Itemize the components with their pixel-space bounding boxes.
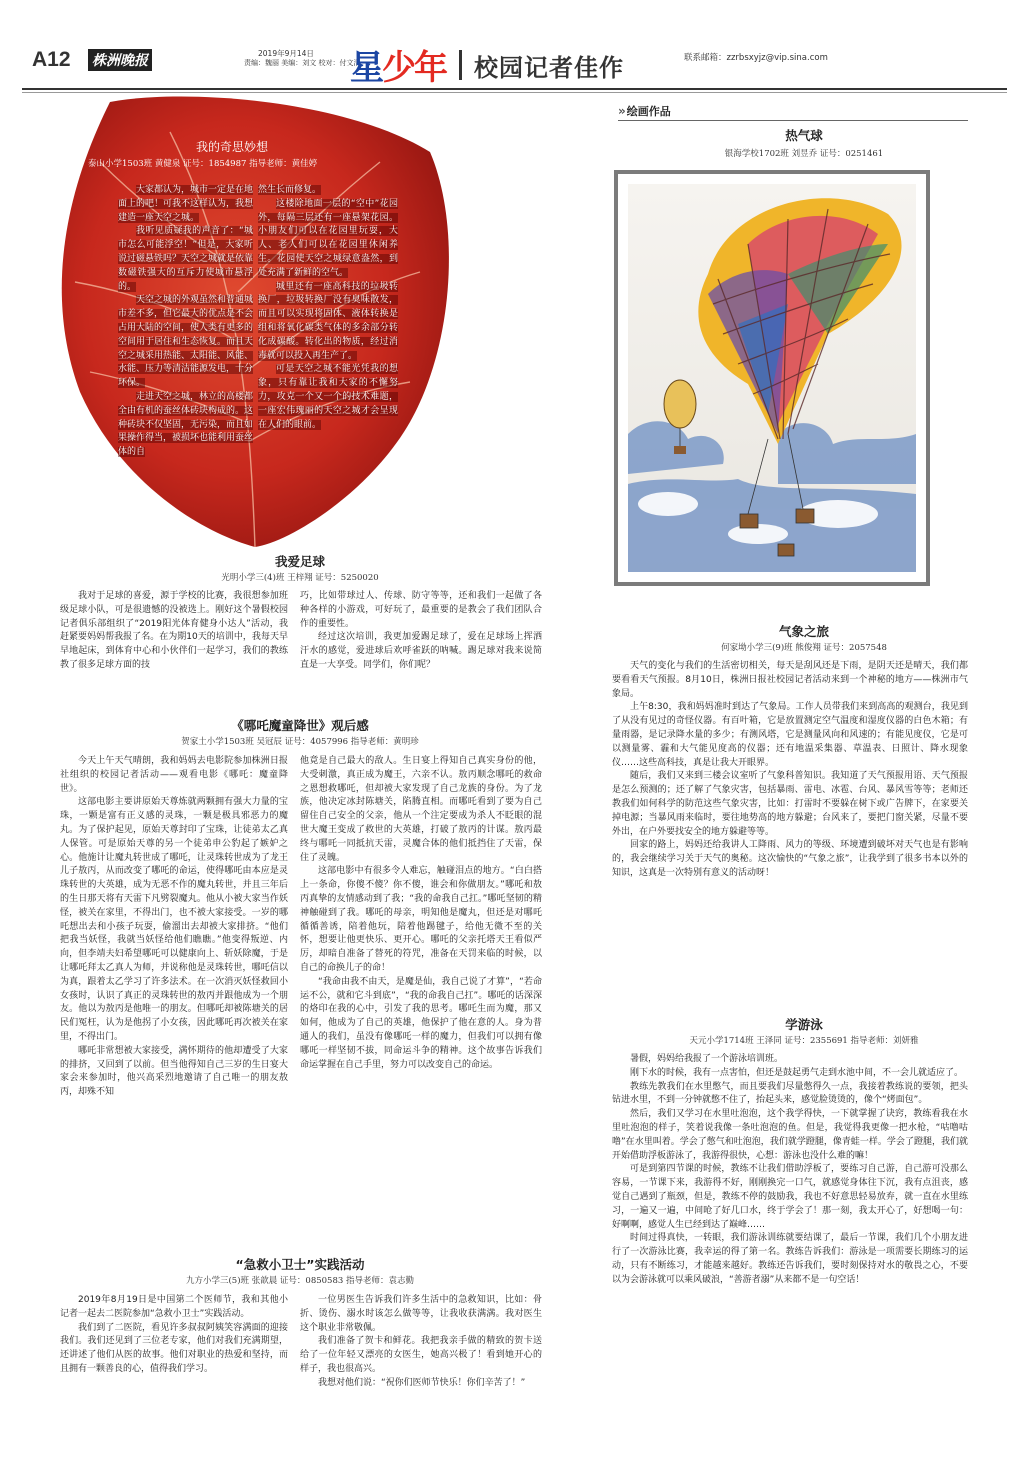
article-paragraph: 今天上午天气晴朗，我和妈妈去电影院参加株洲日报社组织的校园记者活动——观看电影《哪吒：魔童降世》。 xyxy=(60,756,288,794)
article-paragraph: 我对于足球的喜爱，源于学校的比赛，我很想参加班级足球小队，可是很遗憾的没被选上。刚好这个暑假校园记者俱乐部组织了“2019阳光体育健身小达人”活动，我赶紧要妈妈帮我报了名。在为期10天的培训中，我每天早早地起床，到体育中心和小伙伴们一起学习，我们的教练教了很多足球方面的技 xyxy=(60,591,288,670)
article-paragraph: “我命由我不由天，是魔是仙，我自己说了才算”，“若命运不公，就和它斗到底”，“我的命我自己扛”。哪吒的话深深的烙印在我的心中，引发了我的思考。哪吒生而为魔，那又如何，他成为了自己的英雄，他保护了他在意的人。身为普通人的我们，虽没有像哪吒一样的魔力，但我们可以拥有像哪吒一样坚韧不拔，同命运斗争的精神。这个故事告诉我们命运掌握在自己手里，努力可以改变自己的命运。 xyxy=(300,976,542,1070)
section-title: 校园记者佳作 xyxy=(474,54,624,82)
leaf-right-column xyxy=(258,184,398,432)
editor-credits: 责编：魏丽 美编：刘文 校对：付文清 xyxy=(244,59,361,67)
soccer-right-column xyxy=(300,590,542,673)
article-paragraph: 我们到了二医院，看见许多叔叔阿姨笑容满面的迎接我们。我们还见到了三位老专家，他们对我们充满期望，还讲述了他们从医的故事。他们对职业的热爱和坚持，而且拥有一颗善良的心，值得我们学习。 xyxy=(60,1322,288,1374)
painting-frame xyxy=(614,170,930,586)
article-paragraph: 随后，我们又来到三楼会议室听了气象科普知识。我知道了天气预报用语、天气预报是怎么预测的；还了解了气象灾害，包括暴雨、雷电、冰雹、台风、暴风雪等等；老师还教我们如何科学的防范这些气象灾害，比如：打雷时不要躲在树下或广告牌下，在家要关掉电源；当暴风雨来临时，要往地势高的地方躲避；台风来了，要把门窗关紧，尽量不要外出，在户外要找安全的地方躲避等等。 xyxy=(612,771,968,837)
article-paragraph: 天气的变化与我们的生活密切相关，每天是刮风还是下雨，是阴天还是晴天，我们都要看看天气预报。8月10日，株洲日报社校园记者活动来到一个神秘的地方——株洲市气象局。 xyxy=(612,661,968,699)
brand-char-1: 星 xyxy=(350,48,382,88)
soccer-article-title: 我爱足球 xyxy=(274,554,325,569)
leaf-left-column xyxy=(118,184,253,460)
page-number: A12 xyxy=(32,48,71,71)
weather-article-title: 气象之旅 xyxy=(778,624,829,639)
leaf-paragraph: 我听见质疑我的声音了：“城市怎么可能浮空！”但是，大家听说过磁悬铁吗？天空之城就是依靠数磁铁强大的互斥力使城市悬浮的。 xyxy=(118,226,254,292)
header-divider xyxy=(459,50,462,80)
article-paragraph: 可是到第四节课的时候，教练不让我们借助浮板了，要练习自己游，自己游可没那么容易，一节课下来，我游得不好，刚刚换完一口气，就感觉身体往下沉，我有点沮丧，感觉自己遇到了瓶颈，但是，教练不停的鼓励我，我也不好意思轻易放弃，就一直在水里练习，一遍又一遍，中间呛了好几口水，终于学会了！那一刻，我太开心了，好想喝一句：好啊啊，感觉人生已经到达了巅峰…… xyxy=(612,1164,968,1230)
leaf-paragraph: 这楼除地面一层的“空中”花园外，每隔三层还有一座悬架花园。小朋友们可以在花园里玩耍，大人、老人们可以在花园里休闲养生。花园使天空之城绿意盎然，到处充满了新鲜的空气。 xyxy=(258,198,398,278)
firstaid-right-column xyxy=(300,1294,542,1391)
painting-section-label xyxy=(618,103,671,119)
firstaid-article-title: “急救小卫士”实践活动 xyxy=(235,1257,365,1272)
swim-article-title: 学游泳 xyxy=(785,1017,823,1032)
nezha-article-title: 《哪吒魔童降世》观后感 xyxy=(231,718,369,733)
section-brand-logo xyxy=(350,40,446,89)
header-rule xyxy=(22,88,1007,90)
brand-char-2: 少年 xyxy=(382,48,446,88)
leaf-paragraph: 然生长而修复。 xyxy=(258,185,322,195)
contact-email: 联系邮箱：zzrbsxyjz@vip.sina.com xyxy=(684,53,828,63)
nezha-right-column xyxy=(300,755,542,1072)
article-paragraph: 暑假，妈妈给我报了一个游泳培训班。 xyxy=(630,1054,784,1064)
article-paragraph: 巧，比如带球过人、传球、防守等等，还和我们一起做了各种各样的小游戏，可好玩了，最重要的是教会了我们团队合作的重要性。 xyxy=(300,591,542,629)
leaf-paragraph: 大家都认为，城市一定是在地面上的吧！可我不这样认为，我想建造一座天空之城。 xyxy=(118,185,254,223)
issue-date: 2019年9月14日 xyxy=(258,49,314,58)
article-paragraph: 我想对他们说：“祝你们医师节快乐！你们辛苦了！” xyxy=(318,1377,526,1388)
article-paragraph: 这部电影主要讲原始天尊炼就两颗拥有强大力量的宝珠，一颗是富有正义感的灵珠，一颗是极具邪恶力的魔丸。为了保护起见，原始天尊封印了宝珠，让徒弟太乙真人保管。可是原始天尊的另一个徒弟申公豹起了嫉妒之心。他施计让魔丸转世成了哪吒，让灵珠转世成为了龙王儿子敖丙，从而改变了哪吒的命运，使得哪吒由本应是灵珠转世的大英雄，成为无恶不作的魔丸转世，并且三年后的生日那天将有天雷下凡劈裂魔丸。他从小被大家当作妖怪，被关在家里，不得出门，也不被大家接受。一岁的哪吒想出去和小孩子玩耍，偷溜出去却被大家排挤。“他们把我当妖怪，我就当妖怪给他们瞧瞧。”他变得叛逆、内向，但李靖夫妇希望哪吒可以健康向上、斩妖除魔，于是让哪吒拜太乙真人为师，并说称他是灵珠转世，哪吒信以为真，跟着太乙学习了许多法术。在一次消灭妖怪救回小女孩时，认识了真正的灵珠转世的敖丙并跟他成为一个朋友。他以为敖丙是他唯一的朋友。但哪吒却被陈塘关的居民们冤枉，认为是他拐了小女孩，因此哪吒再次被关在家里，不得出门。 xyxy=(60,797,288,1042)
leaf-article xyxy=(50,92,460,552)
article-paragraph: 时间过得真快，一转眼，我们游泳训练就要结课了，最后一节课，我们几个小朋友进行了一次游泳比赛，我幸运的得了第一名。教练告诉我们：游泳是一项需要长期练习的运动，只有不断练习，才能越来越好。教练还告诉我们，要时刻保持对水的敬畏之心，不要以为会游泳就可以乘风破浪，“善游者溺”从来都不是一句空话！ xyxy=(612,1233,968,1285)
nezha-left-column xyxy=(60,755,288,1100)
article-paragraph: 然后，我们又学习在水里吐泡泡，这个我学得快，一下就掌握了诀窍，教练看我在水里吐泡泡的样子，笑着说我像一条吐泡泡的鱼。但是，我觉得我更像一把水枪，“咕噜咕噜”在水里叫着。学会了憋气和吐泡泡，我们就学蹬腿，像青蛙一样。学会了蹬腿，我们就开始借助浮板游泳了，我游得很快，心想：游泳也没什么难的嘛！ xyxy=(612,1109,968,1161)
weather-article-body xyxy=(612,660,968,881)
painting-label-text: 绘画作品 xyxy=(626,105,671,118)
newspaper-logo: 株洲晚报 xyxy=(88,49,152,71)
leaf-paragraph: 城里还有一座高科技的垃圾转换厂，垃圾转换厂没有臭味散发，而且可以实现将固体、液体转换是组和将氧化碳类气体的多余部分转化成碳酸。转化出的物质，经过消毒就可以投入再生产了。 xyxy=(258,281,398,361)
article-paragraph: 我们准备了贺卡和鲜花。我把我亲手做的精致的贺卡送给了一位年轻又漂亮的女医生，她高兴极了！看到她开心的样子，我也很高兴。 xyxy=(300,1336,542,1374)
article-paragraph: 他竟是自己最大的敌人。生日宴上得知自己真实身份的他，大受刺激，真正成为魔王，六亲不认。敖丙顺念哪吒的救命之恩想救哪吒，但却被大家发现了自己龙族的身份。为了龙族，他决定冰封陈塘关，陷腾直相。而哪吒看到了要为自己留住自己安全的父亲，他从一个注定要成为杀人不眨眼的混世大魔王变成了救世的大英雄，打破了敖丙的计谋。敖丙最终与哪吒一同抵抗天雷，灵魔合体的他们抵挡住了天雷，保住了灵魄。 xyxy=(300,756,542,863)
nezha-article-byline: 贺家土小学1503班 吴冠辰 证号：4057996 指导老师：黄明珍 xyxy=(181,737,419,747)
article-paragraph: 一位男医生告诉我们许多生活中的急救知识，比如：骨折、烫伤、溺水时该怎么做等等，让我收获满满。我对医生这个职业非常敬佩。 xyxy=(300,1295,542,1333)
painting-byline: 银海学校1702班 刘昱乔 证号：0251461 xyxy=(724,149,884,159)
leaf-paragraph: 走进天空之城，林立的高楼都全由有机的蚕丝体砖块构成的。这种砖块不仅坚固，无污染，而且如果操作得当，被损坏也能利用蚕丝体的自 xyxy=(118,391,254,458)
article-paragraph: 刚下水的时候，我有一点害怕，但还是鼓起勇气走到水池中间，不一会儿就适应了。 xyxy=(630,1067,964,1078)
leaf-article-title: 我的奇思妙想 xyxy=(196,140,269,154)
leaf-paragraph: 可是天空之城不能光凭我的想象，只有靠让我和大家的不懈努力，攻克一个又一个的技术难题，一座宏伟瑰丽的天空之城才会呈现在人们的眼前。 xyxy=(258,364,398,430)
article-paragraph: 哪吒非常想被大家接受，满怀期待的他却遭受了大家的排挤，又回到了以前。但当他得知自己三岁的生日宴大家会来参加时，他兴高采烈地邀请了自己唯一的朋友敖丙，却殊不知 xyxy=(60,1045,288,1098)
article-paragraph: 上午8:30，我和妈妈准时到达了气象局。工作人员带我们来到高高的观测台，我见到了从没有见过的奇怪仪器。有百叶箱，它是放置测定空气温度和湿度仪器的白色木箱；有量雨器，是记录降水量的多少；有测风塔，它是测量风向和风速的；有能见度仪，它是可以测量雾、霾和大气能见度高的仪器；还有地温采集器、草温表、日照计、降水现象仪……这些高科技，真是让我大开眼界。 xyxy=(612,702,968,768)
painting-section-rule xyxy=(618,120,968,121)
painting-title: 热气球 xyxy=(785,128,823,143)
firstaid-article-byline: 九方小学三(5)班 张歆晨 证号：0850583 指导老师：袁志勤 xyxy=(185,1276,414,1286)
article-paragraph: 教练先教我们在水里憋气，而且要我们尽量憋得久一点，我接着教练说的要领，把头钻进水里，不到一分钟就憋不住了，抬起头来，感觉脸烫烫的，像个“烤面包”。 xyxy=(612,1081,968,1106)
article-paragraph: 这部电影中有很多令人难忘，触碰泪点的地方。“白白搭上一条命，你傻不傻？你不傻，谁会和你做朋友。”哪吒和敖丙真挚的友情感动到了我；“我的命我自己扛。”哪吒坚韧的精神触碰到了我。哪吒的母亲，明知他是魔丸，但还是对哪吒循循善诱，陪着他玩，陪着他踢毽子，给他无微不至的关怀，想要让他更快乐、更开心。哪吒的父亲托塔天王看似严厉，却暗自准备了替死的符咒，准备在天罚来临的时候，以自己的命换儿子的命！ xyxy=(300,866,542,973)
article-paragraph: 经过这次培训，我更加爱踢足球了，爱在足球场上挥洒汗水的感觉，爱进球后欢呼雀跃的呐喊。踢足球对我来说简直是一大享受。同学们，你们呢？ xyxy=(300,632,542,670)
chevron-right-icon: » xyxy=(618,104,623,118)
hot-air-balloon-painting xyxy=(628,184,916,572)
soccer-article-byline: 光明小学三(4)班 王梓翔 证号：5250020 xyxy=(221,573,379,583)
article-paragraph: 2019年8月19日是中国第二个医师节，我和其他小记者一起去二医院参加“急救小卫士”实践活动。 xyxy=(60,1295,288,1319)
article-paragraph: 回家的路上，妈妈还给我讲人工降雨、风力的等级、环境遭到破坏对天气也是有影响的，我会继续学习关于天气的奥秘。这次愉快的“气象之旅”，让我学到了很多书本以外的知识，这真是一次特别有意义的活动呀！ xyxy=(612,840,968,878)
leaf-paragraph: 天空之城的外观虽然和普通城市差不多，但它最大的优点是不会占用大陆的空间，使人类有更多的空间用于居住和生态恢复。而且天空之城采用热能、太阳能、风能、水能、压力等清洁能源发电，十分环保。 xyxy=(118,295,254,389)
swim-article-body xyxy=(612,1053,968,1288)
leaf-article-byline: 泰山小学1503班 黄健泉 证号：1854987 指导老师：黄佳婷 xyxy=(88,159,318,169)
weather-article-byline: 何家坳小学三(9)班 熊俊翔 证号：2057548 xyxy=(721,643,887,653)
soccer-left-column xyxy=(60,590,288,673)
firstaid-left-column xyxy=(60,1294,288,1377)
swim-article-byline: 天元小学1714班 王泽同 证号：2355691 指导老师：刘妍雅 xyxy=(689,1036,919,1046)
